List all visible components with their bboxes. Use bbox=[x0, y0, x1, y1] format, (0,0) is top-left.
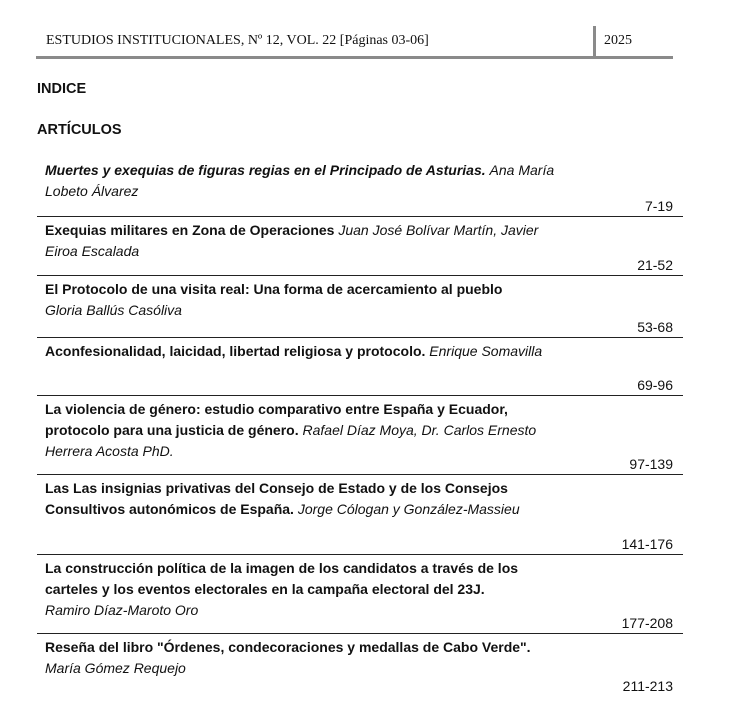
toc-entry-text bbox=[45, 399, 565, 462]
article-author: Juan José Bolívar Martín, Javier Eiroa Escalada bbox=[45, 222, 539, 259]
article-title: El Protocolo de una visita real: Una forma de acercamiento al pueblo bbox=[45, 281, 503, 297]
toc-entry bbox=[37, 338, 683, 396]
toc-entry bbox=[37, 634, 683, 696]
toc-entry-text bbox=[45, 558, 565, 621]
toc-entry bbox=[37, 396, 683, 475]
page-range: 69-96 bbox=[637, 377, 673, 393]
toc-entry bbox=[37, 157, 683, 217]
article-author: Ana María Lobeto Álvarez bbox=[45, 162, 555, 199]
table-of-contents bbox=[37, 157, 683, 696]
articles-heading: ARTÍCULOS bbox=[37, 122, 122, 138]
toc-entry bbox=[37, 555, 683, 634]
article-title: Aconfesionalidad, laicidad, libertad religiosa y protocolo. bbox=[45, 343, 426, 359]
running-header bbox=[36, 26, 673, 56]
page-range: 21-52 bbox=[637, 257, 673, 273]
toc-entry bbox=[37, 217, 683, 276]
article-title: Exequias militares en Zona de Operaciones bbox=[45, 222, 335, 238]
page-range: 141-176 bbox=[621, 536, 673, 552]
toc-entry-text bbox=[45, 220, 565, 262]
page-range: 53-68 bbox=[637, 319, 673, 335]
toc-entry-text bbox=[45, 478, 565, 520]
article-title: Muertes y exequias de figuras regias en el Principado de Asturias. bbox=[45, 162, 486, 178]
toc-entry-text bbox=[45, 637, 565, 679]
page-range: 177-208 bbox=[621, 615, 673, 631]
toc-entry bbox=[37, 475, 683, 555]
toc-entry-text bbox=[45, 279, 605, 321]
toc-entry-text bbox=[45, 341, 565, 362]
page-range: 97-139 bbox=[629, 456, 673, 472]
toc-entry bbox=[37, 276, 683, 338]
article-title: Reseña del libro "Órdenes, condecoraciones y medallas de Cabo Verde". bbox=[45, 639, 531, 655]
journal-citation: ESTUDIOS INSTITUCIONALES, Nº 12, VOL. 22 [Páginas 03-06] bbox=[46, 33, 429, 48]
article-title: Las Las insignias privativas del Consejo de Estado y de los Consejos Consultivos autonómicos de España. bbox=[45, 480, 508, 517]
publication-year: 2025 bbox=[604, 33, 632, 48]
article-title: La construcción política de la imagen de los candidatos a través de los carteles y los eventos electorales en la campaña electoral del 23J. bbox=[45, 560, 519, 597]
header-year-cell bbox=[596, 26, 673, 59]
article-title: La violencia de género: estudio comparativo entre España y Ecuador, protocolo para una justicia de género. bbox=[45, 401, 508, 438]
article-author: Rafael Díaz Moya, Dr. Carlos Ernesto Herrera Acosta PhD. bbox=[45, 422, 537, 459]
article-author: María Gómez Requejo bbox=[45, 660, 186, 676]
page-range: 7-19 bbox=[644, 198, 673, 214]
article-author: Ramiro Díaz-Maroto Oro bbox=[45, 602, 199, 618]
header-journal-cell bbox=[36, 26, 593, 59]
page-range: 211-213 bbox=[622, 678, 673, 694]
article-author: Enrique Somavilla bbox=[429, 343, 543, 359]
index-heading: INDICE bbox=[37, 81, 87, 97]
toc-entry-text bbox=[45, 160, 565, 202]
article-author: Jorge Cólogan y González-Massieu bbox=[297, 501, 520, 517]
article-author: Gloria Ballús Casóliva bbox=[45, 302, 182, 318]
